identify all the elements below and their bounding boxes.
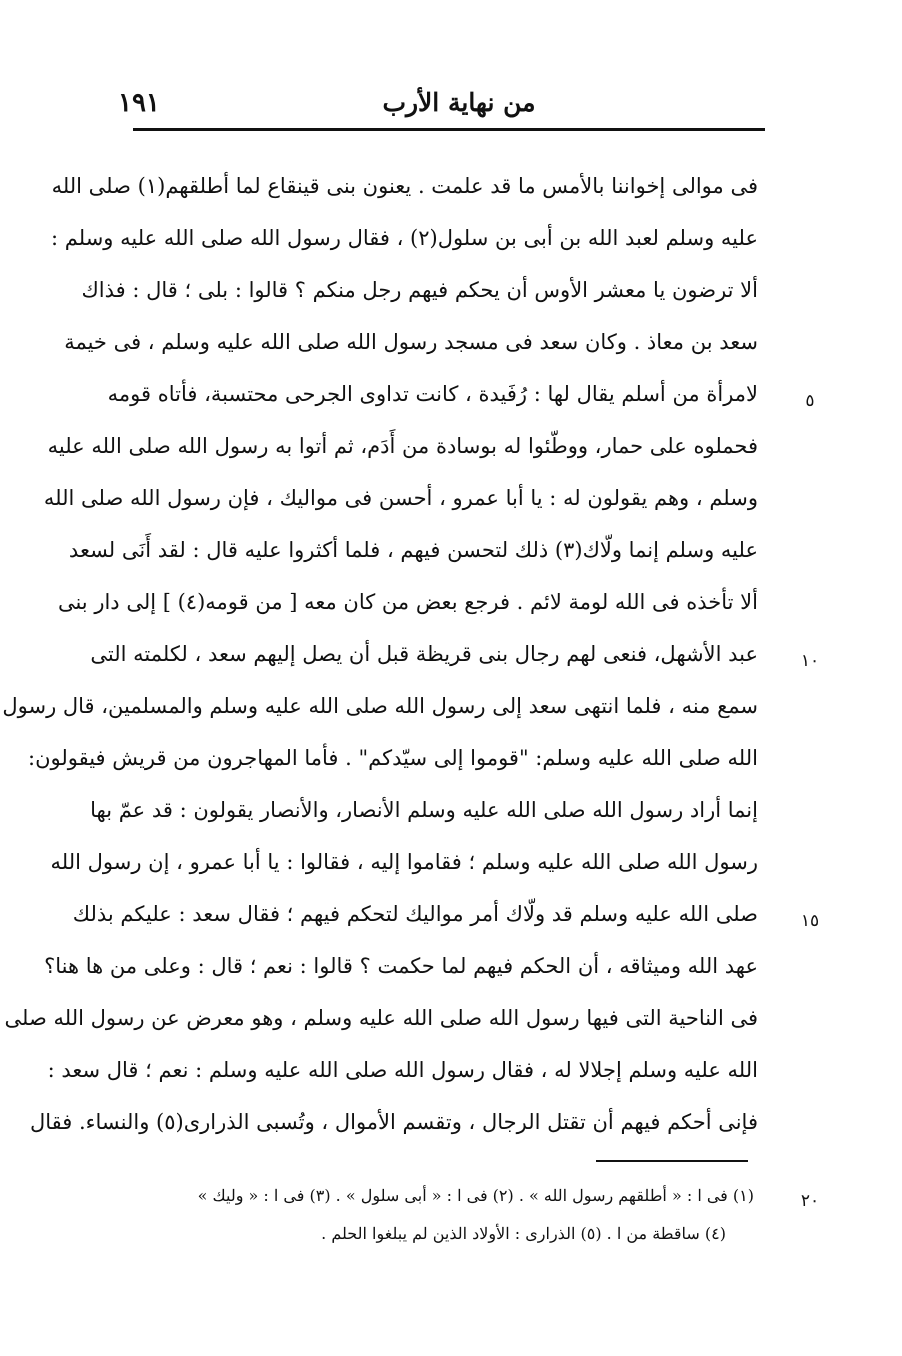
margin-line-number: ٢٠ xyxy=(800,1191,820,1211)
main-text xyxy=(2,160,758,1150)
footnote-rule xyxy=(596,1160,748,1162)
text-line: سمع منه ، فلما انتهى سعد إلى رسول الله صلى الله عليه وسلم والمسلمين، قال رسول xyxy=(2,694,758,718)
footnote-line: (٤) ساقطة من ا . (٥) الذرارى : الأولاد الذين لم يبلغوا الحلم . xyxy=(321,1224,726,1243)
margin-line-number: ١٥ xyxy=(800,911,820,931)
text-line: سعد بن معاذ . وكان سعد فى مسجد رسول الله صلى الله عليه وسلم ، فى خيمة xyxy=(64,330,758,354)
text-line: الله عليه وسلم إجلالا له ، فقال رسول الله صلى الله عليه وسلم : نعم ؛ قال سعد : xyxy=(47,1058,758,1082)
text-line: فحملوه على حمار، ووطّئوا له بوسادة من أَدَم، ثم أتوا به رسول الله صلى الله عليه xyxy=(47,434,758,458)
footnote-line: (١) فى ا : « أطلقهم رسول الله » . (٢) فى ا : « أبى سلول » . (٣) فى ا : « وليك » xyxy=(197,1186,754,1205)
text-line: لامرأة من أسلم يقال لها : رُفَيدة ، كانت تداوى الجرحى محتسبة، فأتاه قومه xyxy=(107,382,758,406)
text-line: صلى الله عليه وسلم قد ولّاك أمر مواليك لتحكم فيهم ؛ فقال سعد : عليكم بذلك xyxy=(72,902,758,926)
text-line: إنما أراد رسول الله صلى الله عليه وسلم الأنصار، والأنصار يقولون : قد عمّ بها xyxy=(90,798,758,822)
text-line: عليه وسلم إنما ولّاك(٣) ذلك لتحسن فيهم ، فلما أكثروا عليه قال : لقد أَنَى لسعد xyxy=(68,538,758,562)
text-line: فإنى أحكم فيهم أن تقتل الرجال ، وتقسم الأموال ، وتُسبى الذرارى(٥) والنساء. فقال xyxy=(29,1110,758,1134)
text-line: فى موالى إخواننا بالأمس ما قد علمت . يعنون بنى قينقاع لما أطلقهم(١) صلى الله xyxy=(51,174,758,198)
text-line: وسلم ، وهم يقولون له : يا أبا عمرو ، أحسن فى مواليك ، فإن رسول الله صلى الله xyxy=(43,486,758,510)
text-line: رسول الله صلى الله عليه وسلم ؛ فقاموا إليه ، فقالوا : يا أبا عمرو ، إن رسول الله xyxy=(50,850,758,874)
text-line: ألا تأخذه فى الله لومة لائم . فرجع بعض من كان معه [ من قومه(٤) ] إلى دار بنى xyxy=(57,590,758,614)
text-line: عبد الأشهل، فنعى لهم رجال بنى قريظة قبل أن يصل إليهم سعد ، لكلمته التى xyxy=(90,642,758,666)
page-number: ١٩١ xyxy=(118,88,160,118)
text-line: فى الناحية التى فيها رسول الله صلى الله عليه وسلم ، وهو معرض عن رسول الله صلى xyxy=(4,1006,758,1030)
text-line: عليه وسلم لعبد الله بن أبى بن سلول(٢) ، فقال رسول الله صلى الله عليه وسلم : xyxy=(51,226,758,250)
running-title: من نهاية الأرب xyxy=(382,88,536,117)
text-line: الله صلى الله عليه وسلم: "قوموا إلى سيّدكم" . فأما المهاجرون من قريش فيقولون: xyxy=(28,746,758,770)
margin-line-number: ١٠ xyxy=(800,651,820,671)
header-rule xyxy=(133,128,765,131)
text-line: ألا ترضون يا معشر الأوس أن يحكم فيهم رجل منكم ؟ قالوا : بلى ؛ قال : فذاك xyxy=(81,278,758,302)
margin-line-number: ٥ xyxy=(805,391,815,411)
text-line: عهد الله وميثاقه ، أن الحكم فيهم لما حكمت ؟ قالوا : نعم ؛ قال : وعلى من ها هنا؟ xyxy=(44,954,758,978)
